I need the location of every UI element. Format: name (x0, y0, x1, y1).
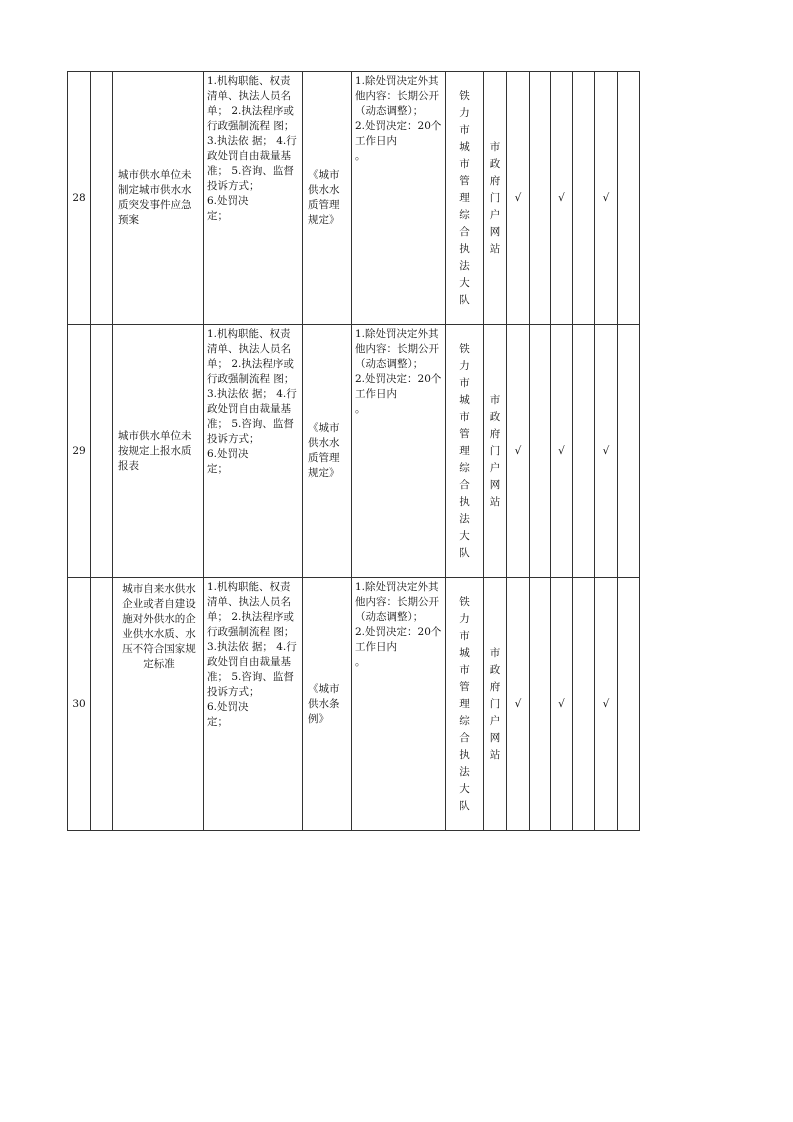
disclosure-channel-text: 市政府门户网站 (489, 140, 501, 255)
disclosure-subject (446, 72, 484, 325)
table-row (68, 325, 640, 578)
disclosure-content-text: 1.机构职能、权责清单、执法人员名单； 2.执法程序或行政强制流程 图； 3.执法依 据； 4.行政处罚自由裁量基准； 5.咨询、监督投诉方式； 6.处罚决 定； (207, 581, 297, 728)
disclosure-content-text: 1.机构职能、权责清单、执法人员名单； 2.执法程序或行政强制流程 图； 3.执法依 据； 4.行政处罚自由裁量基准； 5.咨询、监督投诉方式； 6.处罚决 定； (207, 75, 297, 222)
check-cell: √ (595, 72, 618, 325)
disclosure-time (352, 578, 446, 831)
disclosure-channel-text: 市政府门户网站 (489, 393, 501, 508)
table-row (68, 72, 640, 325)
disclosure-subject-text: 铁力市城市管理综合执法大队 (459, 89, 470, 306)
empty-cell (91, 578, 113, 831)
check-cell: √ (551, 578, 573, 831)
empty-cell (91, 325, 113, 578)
disclosure-basis: 《城市供水水质管理规定》 (303, 325, 352, 578)
disclosure-table (67, 71, 640, 831)
disclosure-basis: 《城市供水水质管理规定》 (303, 72, 352, 325)
row-number: 30 (68, 578, 91, 831)
row-number: 29 (68, 325, 91, 578)
disclosure-basis: 《城市供水条例》 (303, 578, 352, 831)
check-cell (573, 72, 595, 325)
check-cell: √ (595, 325, 618, 578)
check-cell (530, 325, 551, 578)
table-row (68, 578, 640, 831)
disclosure-time-text: 1.除处罚决定外其他内容：长期公开 （动态调整）； 2.处罚决定：20个工作日内 。 (355, 75, 442, 162)
check-cell (618, 72, 640, 325)
disclosure-channel (484, 325, 507, 578)
check-cell: √ (507, 325, 530, 578)
disclosure-content (204, 72, 303, 325)
check-cell (573, 578, 595, 831)
check-cell: √ (507, 578, 530, 831)
item-name: 城市供水单位未制定城市供水水质突发事件应急预案 (113, 72, 204, 325)
disclosure-channel-text: 市政府门户网站 (489, 646, 501, 761)
check-cell (530, 72, 551, 325)
disclosure-subject-text: 铁力市城市管理综合执法大队 (459, 595, 470, 812)
item-name: 城市供水单位未按规定上报水质报表 (113, 325, 204, 578)
item-name: 城市自来水供水企业或者自建设施对外供水的企业供水水质、水压不符合国家规定标准 (113, 578, 204, 831)
check-cell (573, 325, 595, 578)
check-cell (618, 325, 640, 578)
disclosure-content (204, 325, 303, 578)
row-number: 28 (68, 72, 91, 325)
disclosure-time (352, 325, 446, 578)
check-cell (530, 578, 551, 831)
check-cell: √ (551, 72, 573, 325)
disclosure-time-text: 1.除处罚决定外其他内容：长期公开 （动态调整）； 2.处罚决定：20个工作日内 。 (355, 581, 442, 668)
disclosure-time (352, 72, 446, 325)
empty-cell (91, 72, 113, 325)
check-cell: √ (507, 72, 530, 325)
disclosure-channel (484, 578, 507, 831)
disclosure-time-text: 1.除处罚决定外其他内容：长期公开 （动态调整）； 2.处罚决定：20个工作日内 。 (355, 328, 442, 415)
check-cell: √ (551, 325, 573, 578)
disclosure-subject (446, 578, 484, 831)
disclosure-subject-text: 铁力市城市管理综合执法大队 (459, 342, 470, 559)
disclosure-channel (484, 72, 507, 325)
disclosure-content-text: 1.机构职能、权责清单、执法人员名单； 2.执法程序或行政强制流程 图； 3.执法依 据； 4.行政处罚自由裁量基准； 5.咨询、监督投诉方式； 6.处罚决 定； (207, 328, 297, 475)
disclosure-subject (446, 325, 484, 578)
disclosure-content (204, 578, 303, 831)
check-cell (618, 578, 640, 831)
check-cell: √ (595, 578, 618, 831)
